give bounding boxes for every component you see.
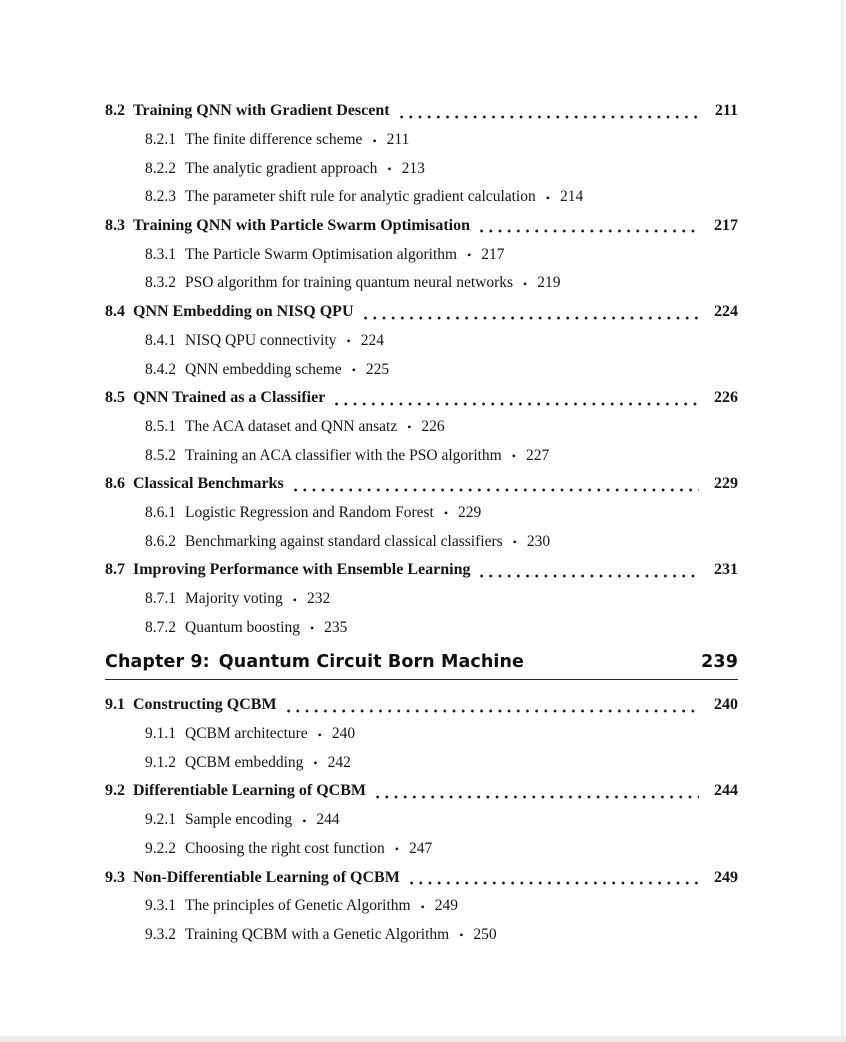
section-number: 8.5 [105,389,125,407]
dot-leader [287,709,699,713]
section-title: Differentiable Learning of QCBM [133,782,367,800]
subsection-number: 8.2.1 [145,131,176,149]
subsection-number: 9.1.1 [145,725,176,743]
bullet-separator: • [523,276,528,291]
toc-subsection-entry[interactable] [105,355,738,384]
bullet-separator: • [511,449,516,464]
bullet-separator: • [420,899,425,914]
subsection-title: The finite difference scheme [185,131,363,149]
toc-subsection-entry[interactable] [105,835,738,864]
bullet-separator: • [387,162,392,177]
section-page-number: 240 [714,696,738,714]
subsection-number: 9.1.2 [145,753,176,771]
subsection-title: QNN embedding scheme [185,360,342,378]
toc-section-entry[interactable] [105,470,738,499]
bullet-separator: • [512,535,517,550]
bullet-separator: • [443,506,449,521]
subsection-title: Choosing the right cost function [185,839,385,857]
bullet-separator: • [407,420,412,435]
subsection-title: QCBM architecture [185,725,308,743]
toc-subsection-entry[interactable] [105,240,738,269]
bullet-separator: • [394,842,399,857]
subsection-number: 8.6.2 [145,532,176,550]
section-title: Improving Performance with Ensemble Learning [133,561,471,579]
subsection-title: QCBM embedding [185,753,304,771]
bullet-separator: • [372,133,377,148]
subsection-title: The parameter shift rule for analytic gradient calculation [185,188,536,206]
subsection-page-number: 240 [331,725,356,743]
bullet-separator: • [467,248,472,263]
subsection-title: Training QCBM with a Genetic Algorithm [185,925,450,943]
subsection-title: Logistic Regression and Random Forest [185,503,434,521]
subsection-title: Benchmarking against standard classical classifiers [185,532,503,550]
chapter-rule [105,652,738,680]
subsection-number: 8.4.1 [145,331,176,349]
dot-leader [376,795,699,799]
subsection-page-number: 227 [525,446,550,464]
chapter-heading[interactable] [105,652,738,680]
subsection-page-number: 226 [421,417,445,435]
toc-subsection-entry[interactable] [105,527,738,556]
section-page-number: 217 [714,217,738,235]
subsection-title: PSO algorithm for training quantum neural networks [185,274,514,292]
subsection-number: 8.6.1 [145,503,176,521]
toc-subsection-entry[interactable] [105,413,738,442]
subsection-page-number: 247 [408,839,433,857]
bullet-separator: • [292,592,297,607]
subsection-title: The Particle Swarm Optimisation algorithm [185,245,458,263]
section-title: Training QNN with Gradient Descent [133,102,390,120]
section-title: Classical Benchmarks [133,475,284,493]
subsection-page-number: 250 [473,925,497,943]
subsection-number: 8.7.1 [145,590,176,608]
toc-subsection-entry[interactable] [105,921,738,950]
section-page-number: 244 [714,782,738,800]
toc-subsection-entry[interactable] [105,585,738,614]
dot-leader [480,574,699,578]
subsection-number: 8.7.2 [145,618,176,636]
toc-section-entry[interactable] [105,863,738,892]
subsection-page-number: 232 [306,590,331,608]
subsection-page-number: 249 [434,897,459,915]
bullet-separator: • [309,621,315,636]
subsection-title: Quantum boosting [185,618,300,636]
toc-section-entry[interactable] [105,556,738,585]
subsection-page-number: 225 [365,360,390,378]
subsection-number: 9.2.2 [145,839,176,857]
subsection-number: 8.4.2 [145,360,176,378]
bullet-separator: • [459,928,464,943]
subsection-page-number: 235 [324,618,348,636]
subsection-title: Sample encoding [185,811,293,829]
subsection-number: 9.2.1 [145,811,176,829]
bullet-separator: • [545,190,550,205]
section-number: 9.3 [105,868,125,886]
section-number: 8.4 [105,303,125,321]
page-edge-right [841,0,843,1042]
subsection-number: 8.5.1 [145,417,176,435]
bullet-separator: • [313,756,318,771]
section-page-number: 226 [714,389,738,407]
toc-subsection-entry[interactable] [105,126,738,155]
bullet-separator: • [317,727,322,742]
subsection-title: Majority voting [185,590,283,608]
subsection-page-number: 244 [316,811,340,829]
toc-section-entry[interactable] [105,298,738,327]
toc-section-entry[interactable] [105,384,738,413]
subsection-title: The ACA dataset and QNN ansatz [185,417,398,435]
section-page-number: 211 [714,102,738,120]
section-number: 8.6 [105,475,125,493]
subsection-page-number: 229 [458,503,482,521]
dot-leader [480,229,699,233]
section-number: 9.1 [105,696,125,714]
subsection-title: Training an ACA classifier with the PSO algorithm [185,446,502,464]
subsection-number: 9.3.2 [145,925,176,943]
toc-subsection-entry[interactable] [105,892,738,921]
section-page-number: 224 [714,303,738,321]
section-title: Training QNN with Particle Swarm Optimisation [133,217,471,235]
subsection-number: 8.3.1 [145,245,176,263]
subsection-title: The principles of Genetic Algorithm [185,897,411,915]
subsection-page-number: 217 [481,245,505,263]
dot-leader [294,488,699,492]
toc-subsection-entry[interactable] [105,183,738,212]
subsection-number: 9.3.1 [145,897,176,915]
subsection-page-number: 219 [537,274,561,292]
section-title: Constructing QCBM [133,696,277,714]
toc [105,97,738,949]
page-edge-bottom [0,1036,846,1042]
subsection-page-number: 242 [327,753,351,771]
toc-subsection-entry[interactable] [105,499,738,528]
toc-section-entry[interactable] [105,97,738,126]
chapter-label: Chapter 9: [105,652,210,673]
dot-leader [410,881,699,885]
section-title: QNN Embedding on NISQ QPU [133,303,354,321]
section-page-number: 231 [714,561,738,579]
toc-section-entry[interactable] [105,212,738,241]
subsection-page-number: 211 [386,131,410,149]
section-number: 8.7 [105,561,125,579]
dot-leader [364,316,700,320]
toc-section-entry[interactable] [105,777,738,806]
section-title: Non-Differentiable Learning of QCBM [133,868,400,886]
bullet-separator: • [302,813,307,828]
toc-subsection-entry[interactable] [105,269,738,298]
dot-leader [400,115,699,119]
section-number: 9.2 [105,782,125,800]
toc-subsection-entry[interactable] [105,806,738,835]
dot-leader [335,402,699,406]
toc-subsection-entry[interactable] [105,441,738,470]
toc-subsection-entry[interactable] [105,720,738,749]
subsection-number: 8.5.2 [145,446,176,464]
toc-subsection-entry[interactable] [105,748,738,777]
chapter-title: Quantum Circuit Born Machine [218,652,525,673]
bullet-separator: • [351,363,356,378]
subsection-number: 8.2.2 [145,159,176,177]
subsection-number: 8.3.2 [145,274,176,292]
toc-subsection-entry[interactable] [105,154,738,183]
subsection-page-number: 214 [559,188,584,206]
subsection-page-number: 213 [401,159,425,177]
subsection-page-number: 230 [526,532,551,550]
section-number: 8.2 [105,102,125,120]
section-title: QNN Trained as a Classifier [133,389,326,407]
toc-subsection-entry[interactable] [105,327,738,356]
subsection-page-number: 224 [360,331,384,349]
toc-subsection-entry[interactable] [105,613,738,642]
section-number: 8.3 [105,217,125,235]
subsection-number: 8.2.3 [145,188,176,206]
toc-section-entry[interactable] [105,691,738,720]
chapter-page-number: 239 [701,652,738,673]
section-page-number: 229 [714,475,738,493]
subsection-title: NISQ QPU connectivity [185,331,337,349]
subsection-title: The analytic gradient approach [185,159,378,177]
section-page-number: 249 [714,868,738,886]
bullet-separator: • [346,334,351,349]
